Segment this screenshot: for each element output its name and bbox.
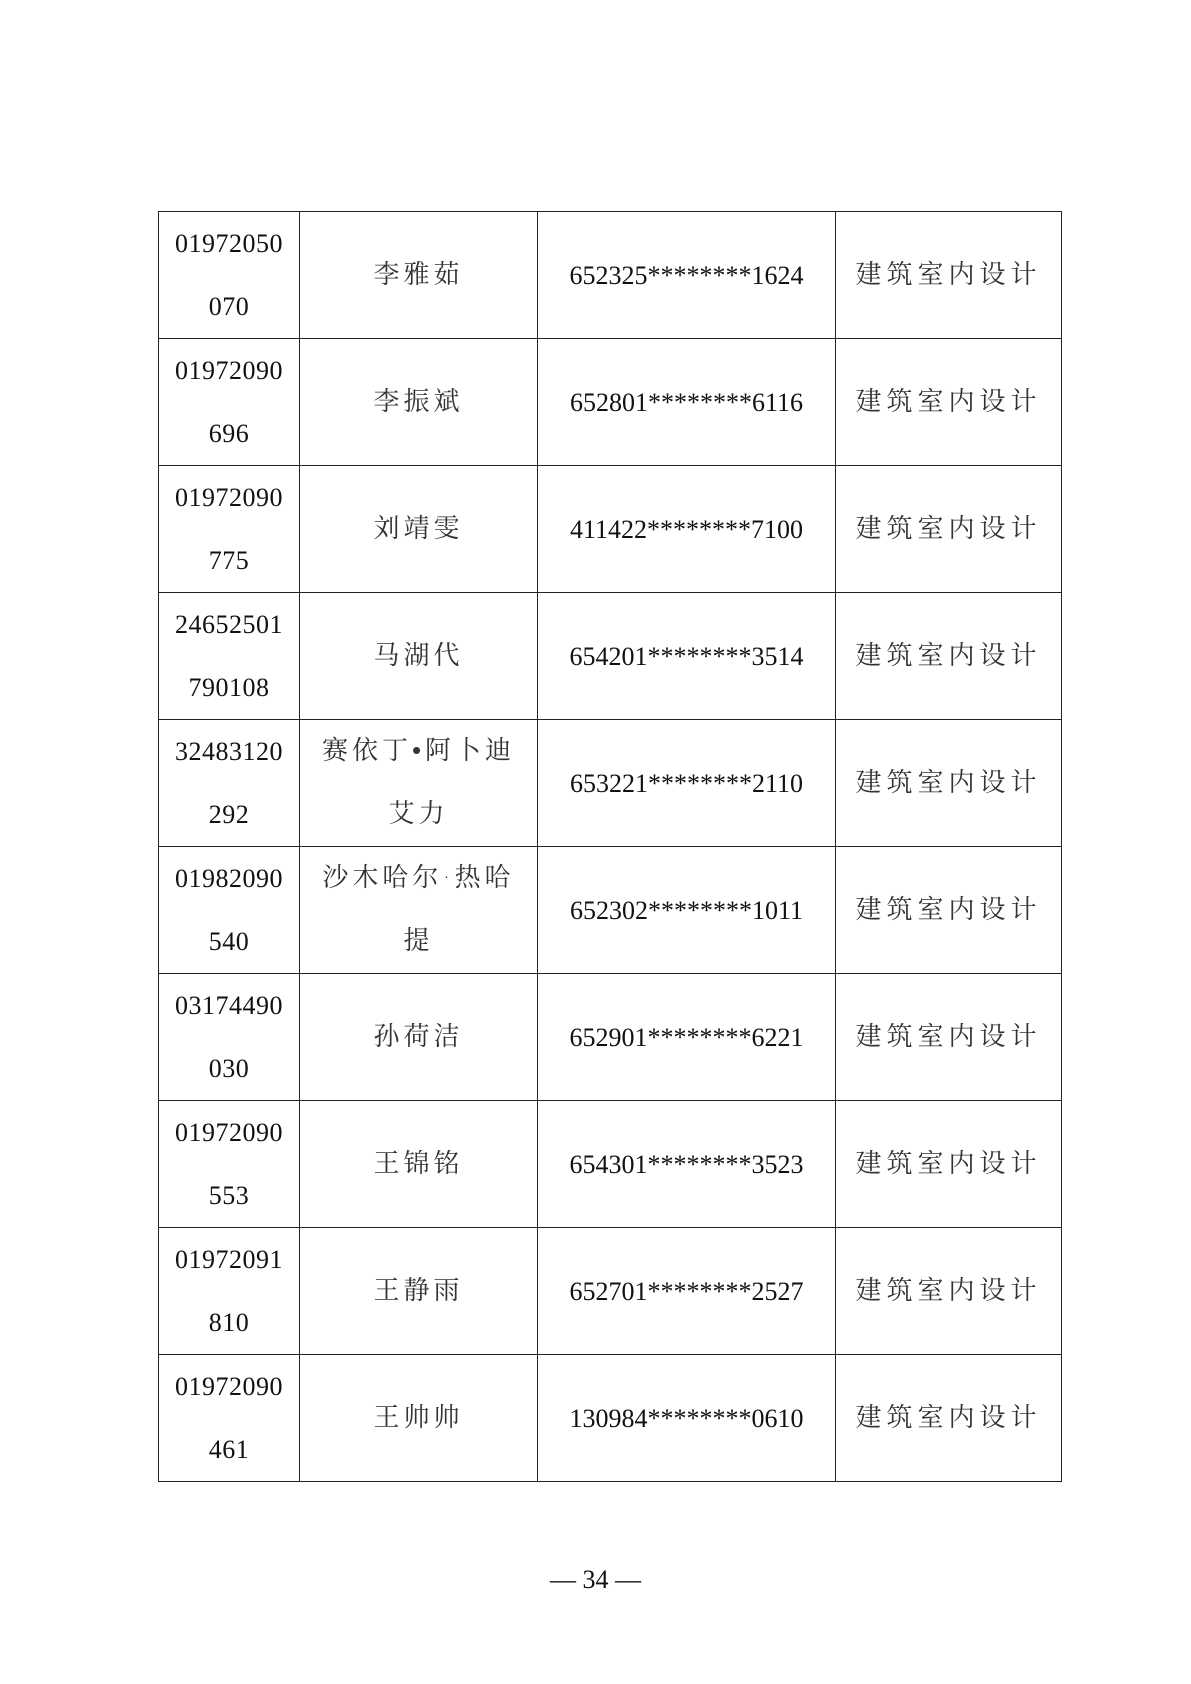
id-number: 653221********2110 (569, 768, 804, 798)
exam-number: 01972090775 (175, 483, 283, 575)
id-number-cell (538, 720, 836, 847)
id-number: 652901********6221 (569, 1022, 804, 1052)
id-number: 654301********3523 (569, 1149, 804, 1179)
id-number-cell (538, 1228, 836, 1355)
exam-number-cell (159, 1101, 300, 1228)
exam-number: 01972091810 (175, 1245, 283, 1337)
major: 建筑室内设计 (855, 1022, 1042, 1052)
student-name: 李雅茹 (373, 260, 464, 290)
table-row (159, 339, 1062, 466)
exam-number-cell (159, 1355, 300, 1482)
exam-number-cell (159, 974, 300, 1101)
table-row (159, 1355, 1062, 1482)
major-cell (836, 212, 1062, 339)
id-number-cell (538, 339, 836, 466)
page-number: — 34 — (550, 1565, 641, 1594)
exam-number-cell (159, 339, 300, 466)
id-number-cell (538, 1355, 836, 1482)
name-cell (300, 1355, 538, 1482)
student-name: 孙荷洁 (373, 1022, 464, 1052)
major-cell (836, 720, 1062, 847)
name-cell (300, 974, 538, 1101)
major: 建筑室内设计 (855, 1276, 1042, 1306)
student-name: 刘靖雯 (373, 514, 464, 544)
exam-number: 01972090461 (175, 1372, 283, 1464)
id-number: 411422********7100 (569, 514, 804, 544)
major: 建筑室内设计 (855, 895, 1042, 925)
id-number: 652701********2527 (569, 1276, 804, 1306)
exam-number: 24652501790108 (175, 610, 283, 702)
roster-table (158, 211, 1062, 1482)
major-cell (836, 974, 1062, 1101)
id-number: 652302********1011 (569, 895, 804, 925)
table-row (159, 593, 1062, 720)
student-name: 李振斌 (373, 387, 464, 417)
name-cell (300, 1228, 538, 1355)
id-number: 654201********3514 (569, 641, 804, 671)
exam-number: 03174490030 (175, 991, 283, 1083)
name-cell (300, 720, 538, 847)
exam-number-cell (159, 593, 300, 720)
exam-number-cell (159, 466, 300, 593)
id-number-cell (538, 847, 836, 974)
id-number: 652325********1624 (569, 260, 804, 290)
name-cell (300, 212, 538, 339)
exam-number: 01972090696 (175, 356, 283, 448)
student-name: 王静雨 (373, 1276, 464, 1306)
major-cell (836, 466, 1062, 593)
id-number-cell (538, 974, 836, 1101)
exam-number-cell (159, 720, 300, 847)
major-cell (836, 593, 1062, 720)
major: 建筑室内设计 (855, 768, 1042, 798)
id-number-cell (538, 593, 836, 720)
table-row (159, 466, 1062, 593)
exam-number: 01972090553 (175, 1118, 283, 1210)
id-number-cell (538, 466, 836, 593)
major: 建筑室内设计 (855, 387, 1042, 417)
exam-number: 01982090540 (175, 864, 283, 956)
table-row (159, 847, 1062, 974)
roster-table-body (159, 212, 1062, 1482)
major: 建筑室内设计 (855, 1403, 1042, 1433)
table-row (159, 720, 1062, 847)
major-cell (836, 1101, 1062, 1228)
id-number-cell (538, 1101, 836, 1228)
major-cell (836, 1355, 1062, 1482)
name-cell (300, 593, 538, 720)
table-row (159, 1228, 1062, 1355)
exam-number-cell (159, 1228, 300, 1355)
name-cell (300, 1101, 538, 1228)
major-cell (836, 339, 1062, 466)
table-row (159, 212, 1062, 339)
name-cell (300, 339, 538, 466)
major-cell (836, 1228, 1062, 1355)
name-cell (300, 466, 538, 593)
exam-number: 32483120292 (175, 737, 283, 829)
student-name: 沙木哈尔·热哈提 (322, 863, 515, 956)
name-cell (300, 847, 538, 974)
student-name: 赛依丁•阿卜迪艾力 (321, 736, 516, 829)
table-row (159, 1101, 1062, 1228)
exam-number: 01972050070 (175, 229, 283, 321)
id-number: 130984********0610 (569, 1403, 804, 1433)
student-name: 王帅帅 (373, 1403, 464, 1433)
major-cell (836, 847, 1062, 974)
student-name: 王锦铭 (373, 1149, 464, 1179)
student-name: 马湖代 (373, 641, 464, 671)
table-row (159, 974, 1062, 1101)
major: 建筑室内设计 (855, 1149, 1042, 1179)
exam-number-cell (159, 212, 300, 339)
id-number-cell (538, 212, 836, 339)
major: 建筑室内设计 (855, 514, 1042, 544)
major: 建筑室内设计 (855, 641, 1042, 671)
major: 建筑室内设计 (855, 260, 1042, 290)
exam-number-cell (159, 847, 300, 974)
id-number: 652801********6116 (569, 387, 804, 417)
